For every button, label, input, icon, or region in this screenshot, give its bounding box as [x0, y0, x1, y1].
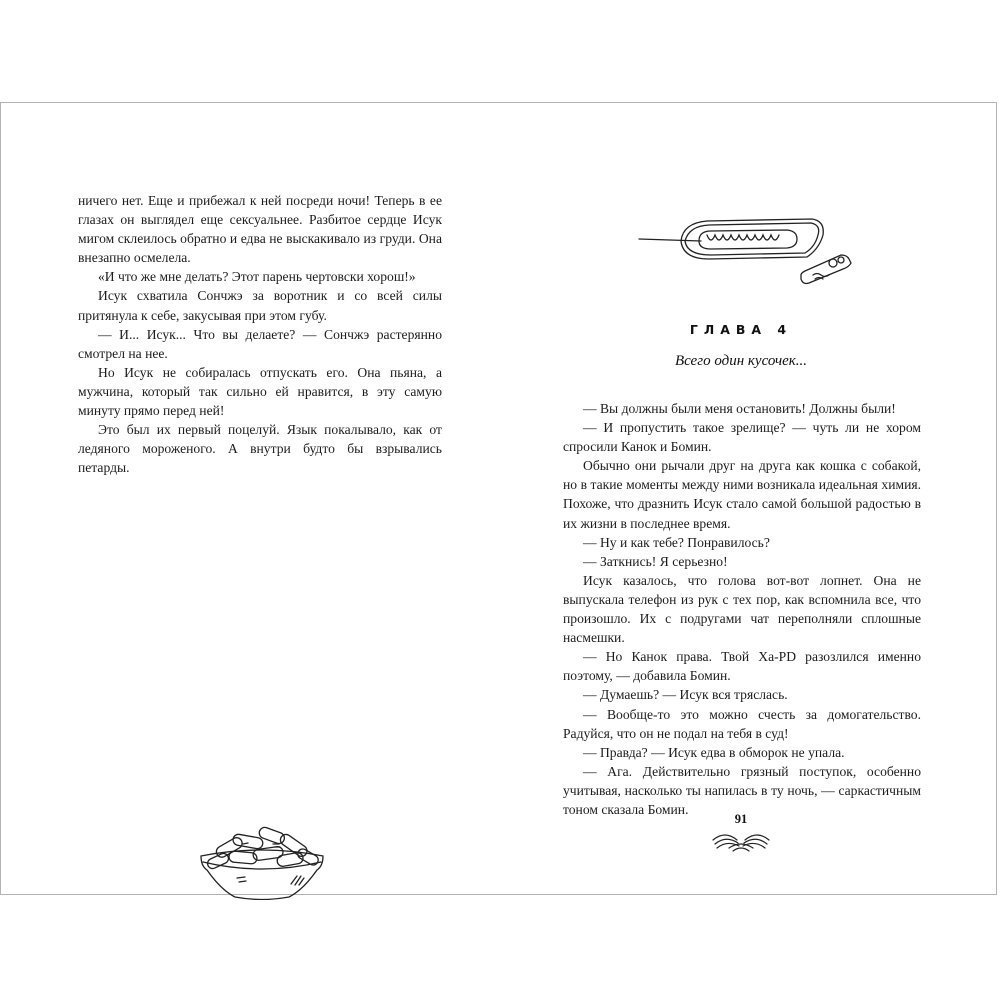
- page-number: 91: [734, 812, 748, 826]
- book-spread: [0, 102, 997, 895]
- paragraph: Исук схватила Сончжэ за воротник и со всей силы притянула к себе, закусывая при этом губу.: [78, 288, 442, 323]
- corn-dog-on-tray-icon: [637, 213, 859, 288]
- paragraph: — Но Канок права. Твой Ха-PD разозлился именно поэтому, — добавила Бомин.: [563, 649, 921, 684]
- right-page-text: [563, 399, 921, 819]
- wave-ornament-icon: [711, 828, 771, 852]
- bowl-of-rice-cakes-icon: [193, 820, 331, 900]
- paragraph: — Вообще-то это можно счесть за домогательство. Радуйся, что он не подал на тебя в суд!: [563, 706, 921, 741]
- chapter-label: ГЛАВА 4: [689, 322, 793, 337]
- paragraph: Но Исук не собиралась отпускать его. Она пьяна, а мужчина, который так сильно ей нравится, в эту самую минуту прямо перед ней!: [78, 364, 442, 419]
- paragraph: — Ага. Действительно грязный поступок, особенно учитывая, насколько ты напилась в ту ночь, — саркастичным тоном сказала Бомин.: [563, 763, 921, 817]
- paragraph: Исук казалось, что голова вот-вот лопнет. Она не выпускала телефон из рук с тех пор, как вспомнила все, что произошло. Их с подругами чат переполняли сплошные насмешки.: [563, 572, 921, 646]
- paragraph: — И пропустить такое зрелище? — чуть ли не хором спросили Канок и Бомин.: [563, 420, 921, 455]
- paragraph: Это был их первый поцелуй. Язык покалывало, как от ледяного мороженого. А внутри будто бы взрывались петарды.: [78, 422, 442, 476]
- paragraph: — Вы должны были меня остановить! Должны были!: [583, 401, 896, 416]
- paragraph: — Ну и как тебе? Понравилось?: [583, 534, 770, 550]
- paragraph: — Думаешь? — Исук вся тряслась.: [583, 687, 788, 703]
- paragraph: Обычно они рычали друг на друга как кошка с собакой, но в такие моменты между ними возникала идеальная химия. Похоже, что дразнить Исук стало самой большой радостью в их жизни в последнее время.: [563, 458, 921, 531]
- left-page-text: [78, 191, 442, 477]
- chapter-title: Всего один кусочек...: [674, 353, 808, 369]
- paragraph: — И... Исук... Что вы делаете? — Сончжэ растерянно смотрел на нее.: [78, 326, 442, 361]
- paragraph: — Заткнись! Я серьезно!: [583, 553, 728, 569]
- paragraph: — Правда? — Исук едва в обморок не упала.: [583, 744, 845, 760]
- paragraph: «И что же мне делать? Этот парень чертовски хорош!»: [98, 269, 416, 285]
- paragraph: ничего нет. Еще и прибежал к ней посреди ночи! Теперь в ее глазах он выглядел еще сексуальнее. Разбитое сердце Исук мигом склеилось обратно и едва не выскакивало из груди. Она внезапно осмелела.: [78, 193, 442, 266]
